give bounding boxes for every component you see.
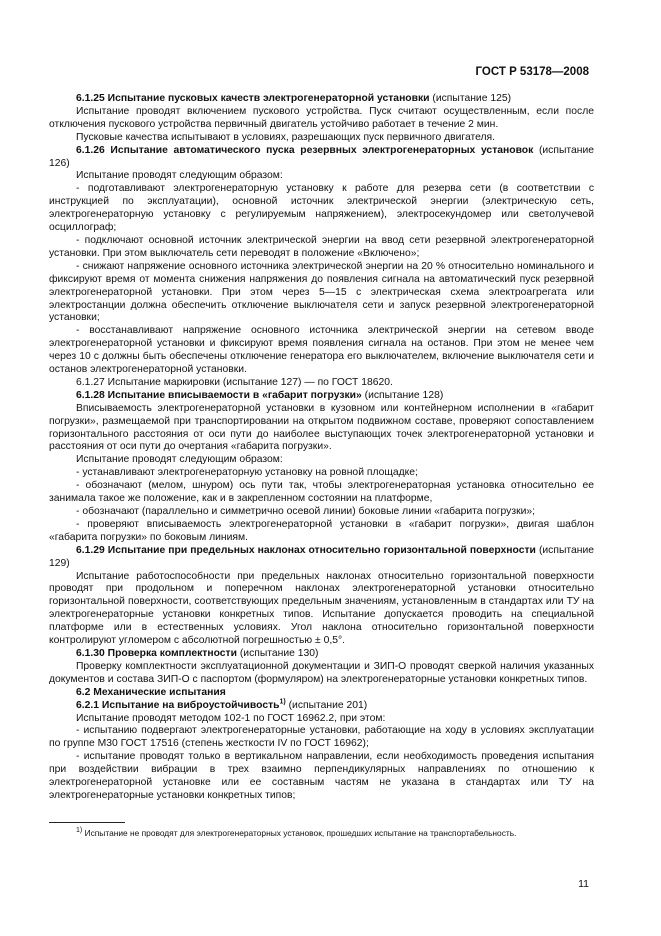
- section-heading-title: [76, 648, 237, 659]
- body-paragraph: - испытание проводят только в вертикальном направлении, если необходимость проведения испытания при воздействии вибрации в трех взаимно перпендикулярных направлениях по отношению к электрогенераторной установке или ее составным частям не указана в стандартах или ТУ на электрогенераторные установки конкретных типов;: [49, 751, 594, 801]
- section-title: Испытание при предельных наклонах относительно горизонтальной поверхности: [107, 544, 536, 556]
- body-paragraph: - снижают напряжение основного источника электрической энергии на 20 % относительно номинального и фиксируют время от момента снижения напряжения до появления сигнала на автоматический пуск резервной электрогенераторной установки. При этом через 5—15 с электрическая схема электроагрегата или электростанции должна обеспечить отключение выключателя сети и запуск резервной электрогенераторной установки;: [49, 260, 594, 324]
- section-heading: [49, 390, 594, 403]
- section-heading: [49, 648, 594, 661]
- section-heading-title: [76, 687, 226, 698]
- footnote-mark: 1): [76, 827, 83, 835]
- section-heading-title: [76, 390, 362, 401]
- section-heading-title: [76, 700, 286, 711]
- section-test-ref: (испытание 128): [361, 389, 444, 401]
- body-paragraph: Вписываемость электрогенераторной установки в кузовном или контейнерном исполнении в «габарит погрузки», размещаемой при транспортировании на открытом подвижном составе, проверяют сопоставлением горизонтального расстояния от оси пути до наиболее выступающих точек электрогенераторной установки и расстояния от оси пути до очертания «габарита погрузки».: [49, 402, 594, 453]
- section-number: 6.1.30: [76, 647, 105, 659]
- section-heading: [49, 545, 594, 571]
- section-heading: [49, 700, 594, 713]
- section-title: Испытание на виброустойчивость: [101, 699, 280, 711]
- body-paragraph: Испытание проводят включением пускового устройства. Пуск считают осуществленным, если после отключения пускового устройства первичный двигатель устойчиво работает в течение 2 мин.: [49, 105, 594, 130]
- footnote: [49, 828, 594, 839]
- section-test-ref: (испытание 130): [236, 647, 319, 659]
- body-paragraph: Испытание проводят следующим образом:: [76, 170, 283, 182]
- body-paragraph: Испытание работоспособности при предельных наклонах относительно горизонтальной поверхности проводят при продольном и поперечном наклонах электрогенераторной установки относительно горизонтальной поверхности, соответствующих предельным значениям, установленным в стандартах или ТУ на электрогенераторные установки конкретных типов. Испытание допускается проводить на специальной платформе или в естественных условиях. Угол наклона относительно горизонтальной поверхности контролируют угломером с абсолютной погрешностью ± 0,5°.: [49, 570, 594, 647]
- section-number: 6.1.26: [76, 144, 105, 156]
- section-heading: [49, 145, 594, 171]
- section-test-ref: (испытание 126): [49, 144, 594, 169]
- body-paragraph: Испытание проводят следующим образом:: [76, 454, 283, 466]
- body-paragraph: - обозначают (параллельно и симметрично осевой линии) боковые линии «габарита погрузки»;: [76, 506, 535, 517]
- section-number: 6.2.1: [76, 699, 100, 711]
- body-paragraph: 6.1.27 Испытание маркировки (испытание 127) — по ГОСТ 18620.: [76, 376, 393, 388]
- body-paragraph: - устанавливают электрогенераторную установку на ровной площадке;: [76, 467, 418, 479]
- body-paragraph: - подключают основной источник электрической энергии на ввод сети резервной электрогенераторной установки. При этом выключатель сети переводят в положение «Включено»;: [49, 234, 594, 259]
- section-number: 6.1.29: [76, 544, 105, 556]
- section-heading: [49, 93, 594, 106]
- section-test-ref: (испытание 201): [285, 699, 368, 711]
- section-test-ref: (испытание 125): [429, 93, 512, 104]
- document-header: ГОСТ Р 53178—2008: [475, 66, 589, 78]
- body-paragraph: Испытание проводят методом 102-1 по ГОСТ 16962.2, при этом:: [76, 712, 386, 724]
- section-title: Испытание пусковых качеств электрогенераторной установки: [107, 93, 430, 104]
- section-title: Испытание автоматического пуска резервных электрогенераторных установок: [110, 144, 534, 156]
- section-title: Механические испытания: [93, 686, 226, 698]
- body-paragraph: - восстанавливают напряжение основного источника электрической энергии на сетевом вводе электрогенераторной установки и фиксируют время появления сигнала на останов. При этом не менее чем через 10 с должны быть обеспечены отключение генератора его выключателем, включение выключателя сети и останов электрогенераторной установки.: [49, 325, 594, 376]
- footnote-ref: 1): [279, 698, 286, 706]
- page-number: 11: [578, 878, 589, 890]
- body-paragraph: - испытанию подвергают электрогенераторные установки, работающие на ходу в условиях эксплуатации по группе М30 ГОСТ 17516 (степень жесткости IV по ГОСТ 16962);: [49, 725, 594, 750]
- body-paragraph: Пусковые качества испытывают в условиях, разрешающих пуск первичного двигателя.: [76, 131, 496, 143]
- section-number: 6.2: [76, 686, 91, 698]
- section-heading-title: [76, 145, 533, 156]
- body-paragraph: - подготавливают электрогенераторную установку к работе для резерва сети (в соответствии с инструкцией по эксплуатации), основной источник электрической энергии (электрическую сеть, электрогенераторную установку с регулируемым напряжением), электросекундомер или светолучевой осциллограф;: [49, 183, 594, 234]
- section-number: 6.1.28: [76, 389, 105, 401]
- section-number: 6.1.25: [76, 93, 105, 104]
- section-test-ref: (испытание 129): [49, 544, 594, 569]
- footnote-divider: [49, 822, 125, 823]
- section-heading: [49, 687, 594, 700]
- body-paragraph: - проверяют вписываемость электрогенераторной установки в «габарит погрузки», двигая шаблон «габарита погрузки» по боковым линиям.: [49, 518, 594, 543]
- body-paragraph: Проверку комплектности эксплуатационной документации и ЗИП-О проводят сверкой наличия указанных документов и состава ЗИП-О с паспортом (формуляром) на электрогенераторные установки конкретных типов.: [49, 660, 594, 685]
- section-heading-title: [76, 93, 430, 104]
- document-body: [49, 93, 594, 803]
- body-paragraph: - обозначают (мелом, шнуром) ось пути так, чтобы электрогенераторная установка относительно ее занимала такое же положение, как и в закрепленном состоянии на платформе,: [49, 480, 594, 505]
- section-title: Проверка комплектности: [107, 647, 237, 659]
- section-heading-title: [76, 545, 536, 556]
- section-title: Испытание вписываемости в «габарит погрузки»: [107, 389, 362, 401]
- footnote-text: Испытание не проводят для электрогенераторных установок, прошедших испытание на транспортабельность.: [84, 828, 517, 838]
